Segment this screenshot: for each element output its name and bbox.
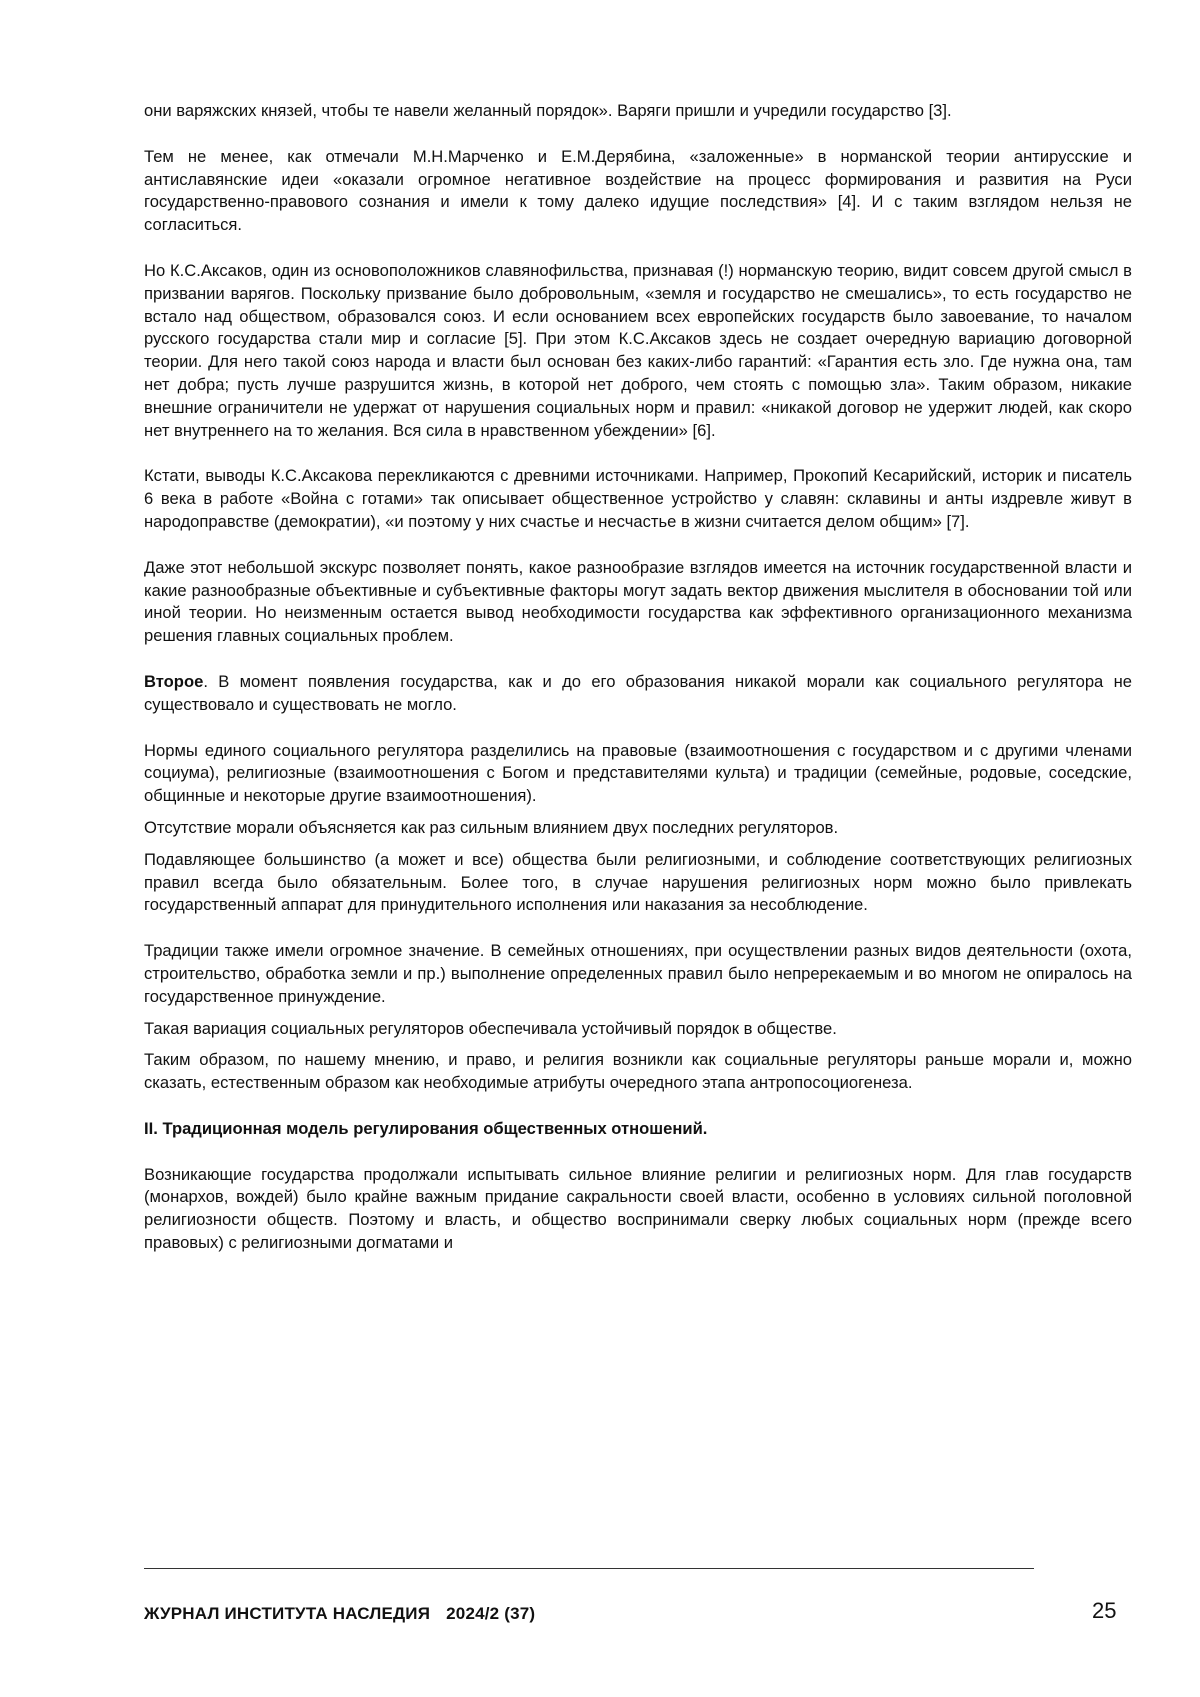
paragraph: Такая вариация социальных регуляторов обеспечивала устойчивый порядок в обществе. bbox=[144, 1018, 837, 1038]
section-heading: II. Традиционная модель регулирования общественных отношений. bbox=[144, 1118, 708, 1138]
paragraph: Кстати, выводы К.С.Аксакова перекликаются с древними источниками. Например, Прокопий Кесарийский, историк и писатель 6 века в работе «Война с готами» так описывает общественное устройство у славян: склавины и анты издревле живут в народоправстве (демократии), «и поэтому у них счастье и несчастье в жизни считается делом общим» [7]. bbox=[144, 466, 1132, 531]
paragraph: Таким образом, по нашему мнению, и право, и религия возникли как социальные регуляторы раньше морали и, можно сказать, естественным образом как необходимые атрибуты очередного этапа антропосоциогенеза. bbox=[144, 1050, 1132, 1093]
paragraph: Подавляющее большинство (а может и все) общества были религиозными, и соблюдение соответствующих религиозных правил всегда было обязательным. Более того, в случае нарушения религиозных норм можно было привлекать государственный аппарат для принудительного исполнения или наказания за несоблюдение. bbox=[144, 849, 1132, 915]
paragraph: Тем не менее, как отмечали М.Н.Марченко и Е.М.Дерябина, «заложенные» в норманской теории антирусские и антиславянские идеи «оказали огромное негативное воздействие на процесс формирования и развития на Руси государственно-правового сознания и имели к тому далеко идущие последствия» [4]. И с таким взглядом нельзя не согласиться. bbox=[144, 146, 1132, 235]
paragraph-text: . В момент появления государства, как и до его образования никакой морали как социального регулятора не существовало и существовать не могло. bbox=[144, 671, 1132, 714]
footer-journal bbox=[144, 1604, 535, 1624]
paragraph-second bbox=[144, 671, 1132, 717]
paragraph: Отсутствие морали объясняется как раз сильным влиянием двух последних регуляторов. bbox=[144, 817, 839, 837]
article-body bbox=[144, 100, 1132, 1255]
journal-issue: 2024/2 (37) bbox=[446, 1604, 536, 1623]
paragraph: Нормы единого социального регулятора разделились на правовые (взаимоотношения с государством и с другими членами социума), религиозные (взаимоотношения с Богом и представителями культа) и традиции (семейные, родовые, соседские, общинные и некоторые другие взаимоотношения). bbox=[144, 740, 1132, 806]
page-number: 25 bbox=[1092, 1598, 1117, 1623]
footer-divider bbox=[144, 1568, 1034, 1569]
paragraph: Традиции также имели огромное значение. В семейных отношениях, при осуществлении разных видов деятельности (охота, строительство, обработка земли и пр.) выполнение определенных правил было непререкаемым и во многом не опиралось на государственное принуждение. bbox=[144, 941, 1132, 1006]
paragraph: Даже этот небольшой экскурс позволяет понять, какое разнообразие взглядов имеется на источник государственной власти и какие разнообразные объективные и субъективные факторы могут задать вектор движения мыслителя в обосновании той или иной теории. Но неизменным остается вывод необходимости государства как эффективного организационного механизма решения главных социальных проблем. bbox=[144, 557, 1132, 646]
paragraph: Возникающие государства продолжали испытывать сильное влияние религии и религиозных норм. Для глав государств (монархов, вождей) было крайне важным придание сакральности своей власти, особенно в условиях сильной поголовной религиозности обществ. Поэтому и власть, и общество воспринимали сверку любых социальных норм (прежде всего правовых) с религиозными догматами и bbox=[144, 1164, 1132, 1253]
journal-title: ЖУРНАЛ ИНСТИТУТА НАСЛЕДИЯ bbox=[144, 1604, 431, 1623]
paragraph: Но К.С.Аксаков, один из основоположников славянофильства, признавая (!) норманскую теорию, видит совсем другой смысл в призвании варягов. Поскольку призвание было добровольным, «земля и государство не смешались», то есть государство не встало над обществом, образовался союз. И если основанием всех европейских государств было завоевание, то началом русского государства стали мир и согласие [5]. При этом К.С.Аксаков здесь не создает очередную вариацию договорной теории. Для него такой союз народа и власти был основан без каких-либо гарантий: «Гарантия есть зло. Где нужна она, там нет добра; пусть лучше разрушится жизнь, в которой нет доброго, чем стоять с помощью зла». Таким образом, никакие внешние ограничители не удержат от нарушения социальных норм и правил: «никакой договор не удержит людей, как скоро нет внутреннего на то желания. Вся сила в нравственном убеждении» [6]. bbox=[144, 260, 1132, 440]
paragraph: они варяжских князей, чтобы те навели желанный порядок». Варяги пришли и учредили государство [3]. bbox=[144, 101, 952, 120]
paragraph-lead-bold: Второе bbox=[144, 671, 204, 691]
